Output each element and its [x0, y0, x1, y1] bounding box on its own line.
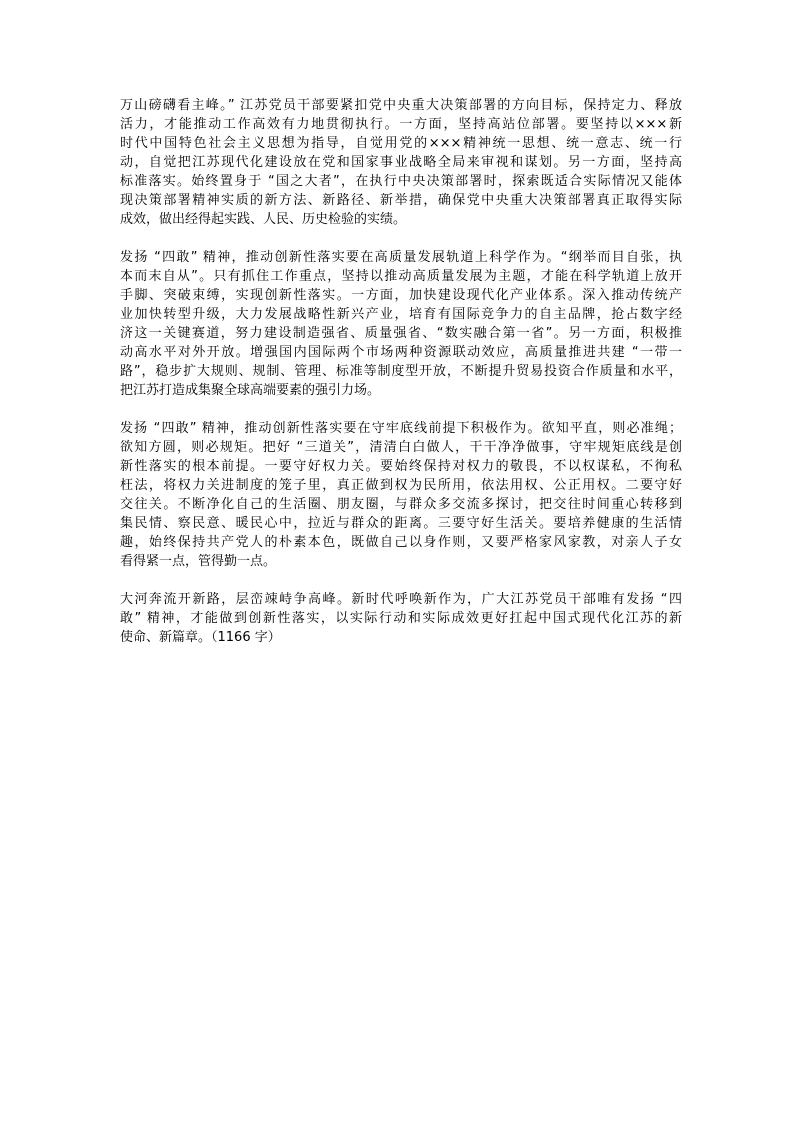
paragraph-line: 发扬 “四敢” 精神，推动创新性落实要在守牢底线前提下积极作为。欲知平直，则必准绳；	[120, 421, 682, 436]
article-body	[120, 96, 682, 666]
paragraph-line: 标准落实。始终置身于 “国之大者”，在执行中央决策部署时，探索既适合实际情况又能体	[120, 174, 682, 189]
paragraph	[120, 419, 682, 571]
paragraph-line: 动，自觉把江苏现代化建设放在党和国家事业战略全局来审视和谋划。另一方面，坚持高	[120, 155, 682, 170]
paragraph-line: 大河奔流开新路，层峦竦峙争高峰。新时代呼唤新作为，广大江苏党员干部唯有发扬 “四	[120, 592, 682, 607]
paragraph-line: 成效，做出经得起实践、人民、历史检验的实绩。	[120, 212, 407, 227]
paragraph-line: 把江苏打造成集聚全球高端要素的强引力场。	[120, 383, 381, 398]
paragraph-line: 动高水平对外开放。增强国内国际两个市场两种资源联动效应，高质量推进共建 “一带一	[120, 345, 682, 360]
paragraph-line: 欲知方圆，则必规矩。把好 “三道关”，清清白白做人，干干净净做事，守牢规矩底线是创	[120, 440, 682, 455]
paragraph-line: 发扬 “四敢” 精神，推动创新性落实要在高质量发展轨道上科学作为。“纲举而目自张，执	[120, 250, 682, 265]
paragraph-line: 现决策部署精神实质的新方法、新路径、新举措，确保党中央重大决策部署真正取得实际	[120, 193, 682, 208]
paragraph-line: 趣，始终保持共产党人的朴素本色，既做自己以身作则，又要严格家风家教，对亲人子女	[120, 535, 682, 550]
paragraph-line: 万山磅礴看主峰。” 江苏党员干部要紧扣党中央重大决策部署的方向目标，保持定力、释放	[120, 98, 682, 113]
paragraph	[120, 590, 682, 647]
paragraph-line: 使命、新篇章。（1166 字）	[120, 630, 281, 645]
paragraph-line: 看得紧一点，管得勤一点。	[120, 554, 277, 569]
paragraph-line: 手脚、突破束缚，实现创新性落实。一方面，加快建设现代化产业体系。深入推动传统产	[120, 288, 682, 303]
paragraph-line: 集民情、察民意、暖民心中，拉近与群众的距离。三要守好生活关。要培养健康的生活情	[120, 516, 682, 531]
paragraph-line: 交往关。不断净化自己的生活圈、朋友圈，与群众多交流多探讨，把交往时间重心转移到	[120, 497, 682, 512]
paragraph-line: 枉法，将权力关进制度的笼子里，真正做到权为民所用，依法用权、公正用权。二要守好	[120, 478, 682, 493]
paragraph-line: 时代中国特色社会主义思想为指导，自觉用党的×××精神统一思想、统一意志、统一行	[120, 136, 682, 151]
paragraph-line: 敢” 精神，才能做到创新性落实，以实际行动和实际成效更好扛起中国式现代化江苏的新	[120, 611, 682, 626]
paragraph-line: 业加快转型升级，大力发展战略性新兴产业，培育有国际竞争力的自主品牌，抢占数字经	[120, 307, 682, 322]
paragraph-line: 济这一关键赛道，努力建设制造强省、质量强省、“数实融合第一省”。另一方面，积极推	[120, 326, 682, 341]
paragraph-line: 活力，才能推动工作高效有力地贯彻执行。一方面，坚持高站位部署。要坚持以×××新	[120, 117, 682, 132]
paragraph-line: 新性落实的根本前提。一要守好权力关。要始终保持对权力的敬畏，不以权谋私，不徇私	[120, 459, 682, 474]
paragraph	[120, 96, 682, 229]
paragraph-line: 本而末自从”。只有抓住工作重点，坚持以推动高质量发展为主题，才能在科学轨道上放开	[120, 269, 682, 284]
paragraph-line: 路”，稳步扩大规则、规制、管理、标准等制度型开放，不断提升贸易投资合作质量和水平，	[120, 364, 682, 379]
paragraph	[120, 248, 682, 400]
